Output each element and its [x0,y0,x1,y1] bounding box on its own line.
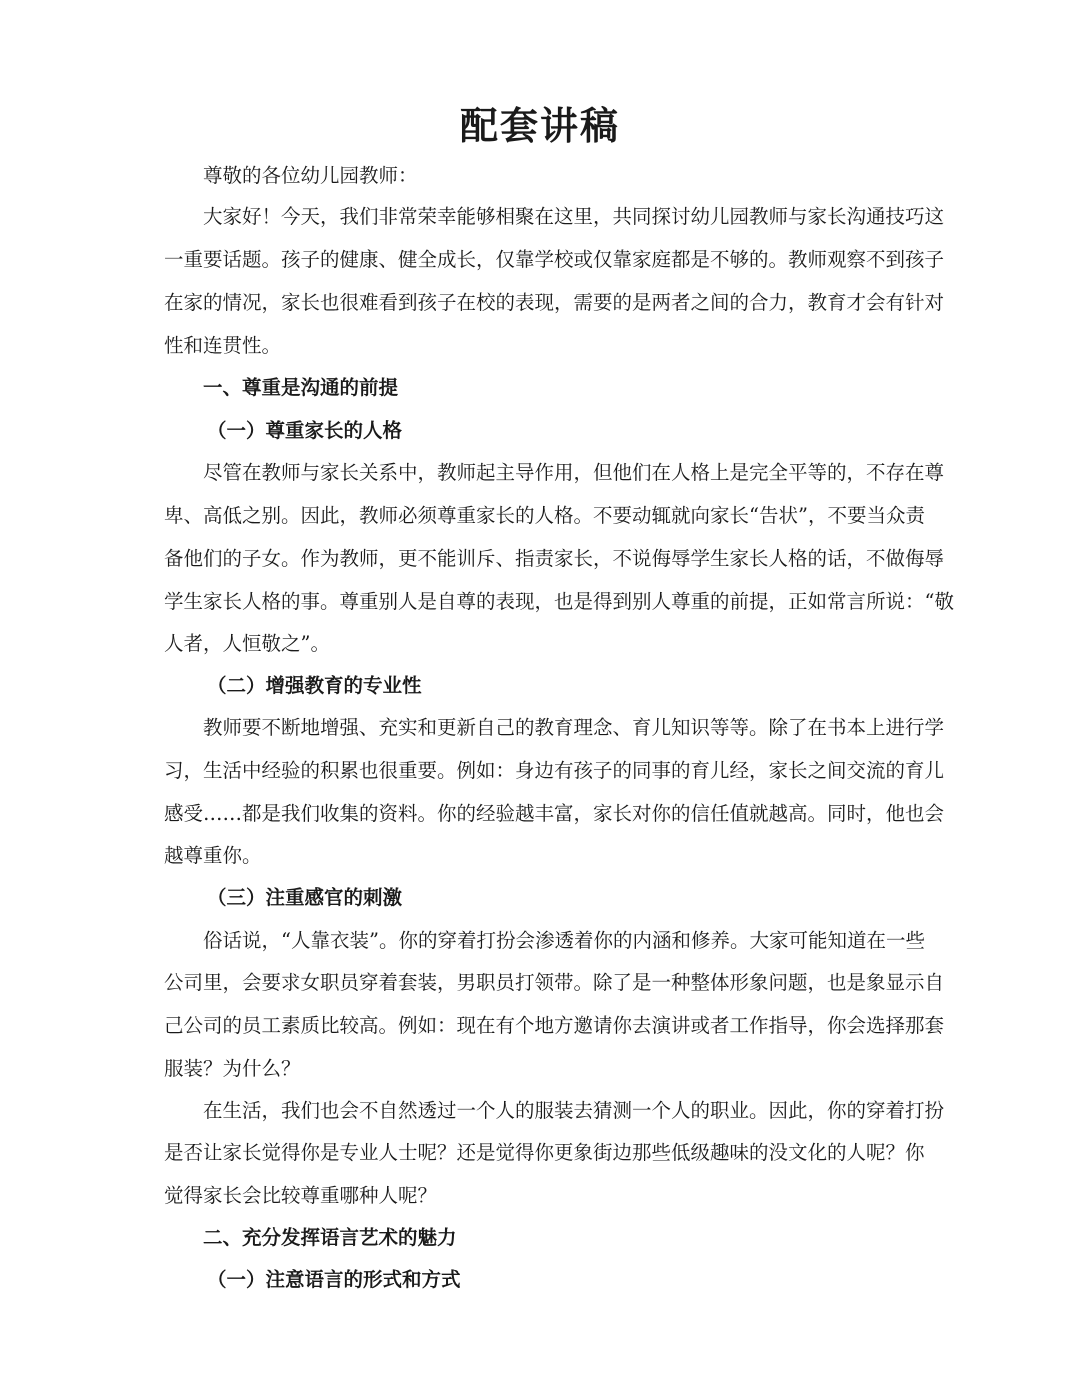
paragraph-line: 卑、高低之别。因此，教师必须尊重家长的人格。不要动辄就向家长“告状”，不要当众责 [164,504,925,527]
paragraph-line: 俗话说，“人靠衣装”。你的穿着打扮会渗透着你的内涵和修养。大家可能知道在一些 [203,929,925,952]
paragraph-line: 教师要不断地增强、充实和更新自己的教育理念、育儿知识等等。除了在书本上进行学 [203,716,945,739]
subsection-1-2-heading: （二）增强教育的专业性 [207,674,422,697]
paragraph-line: 人者，人恒敬之”。 [164,632,330,655]
paragraph-line: 越尊重你。 [164,844,262,867]
paragraph-line: 是否让家长觉得你是专业人士呢？还是觉得你更象街边那些低级趣味的没文化的人呢？你 [164,1141,925,1164]
document-title: 配套讲稿 [459,103,620,148]
paragraph-line: 备他们的子女。作为教师，更不能训斥、指责家长，不说侮辱学生家长人格的话，不做侮辱 [164,547,945,570]
paragraph-line: 在生活，我们也会不自然透过一个人的服装去猜测一个人的职业。因此，你的穿着打扮 [203,1099,945,1122]
paragraph-line: 觉得家长会比较尊重哪种人呢？ [164,1184,438,1207]
paragraph-line: 公司里，会要求女职员穿着套装，男职员打领带。除了是一种整体形象问题，也是象显示自 [164,971,945,994]
subsection-1-1-heading: （一）尊重家长的人格 [207,419,403,442]
paragraph-line: 感受……都是我们收集的资料。你的经验越丰富，家长对你的信任值就越高。同时，他也会 [164,802,945,825]
intro-line-2: 一重要话题。孩子的健康、健全成长，仅靠学校或仅靠家庭都是不够的。教师观察不到孩子 [164,248,945,271]
paragraph-line: 己公司的员工素质比较高。例如：现在有个地方邀请你去演讲或者工作指导，你会选择那套 [164,1014,945,1037]
intro-line-3: 在家的情况，家长也很难看到孩子在校的表现，需要的是两者之间的合力，教育才会有针对 [164,291,945,314]
subsection-1-3-heading: （三）注重感官的刺激 [207,886,403,909]
section-2-heading: 二、充分发挥语言艺术的魅力 [203,1226,457,1249]
intro-line-1: 大家好！今天，我们非常荣幸能够相聚在这里，共同探讨幼儿园教师与家长沟通技巧这 [203,205,945,228]
paragraph-line: 学生家长人格的事。尊重别人是自尊的表现，也是得到别人尊重的前提，正如常言所说：“敬 [164,590,954,613]
paragraph-line: 习，生活中经验的积累也很重要。例如：身边有孩子的同事的育儿经，家长之间交流的育儿 [164,759,945,782]
section-1-heading: 一、尊重是沟通的前提 [203,376,399,399]
intro-line-4: 性和连贯性。 [164,334,282,357]
paragraph-line: 尽管在教师与家长关系中，教师起主导作用，但他们在人格上是完全平等的，不存在尊 [203,461,945,484]
paragraph-line: 服装？为什么？ [164,1057,301,1080]
subsection-2-1-heading: （一）注意语言的形式和方式 [207,1268,461,1291]
greeting: 尊敬的各位幼儿园教师： [203,164,418,187]
